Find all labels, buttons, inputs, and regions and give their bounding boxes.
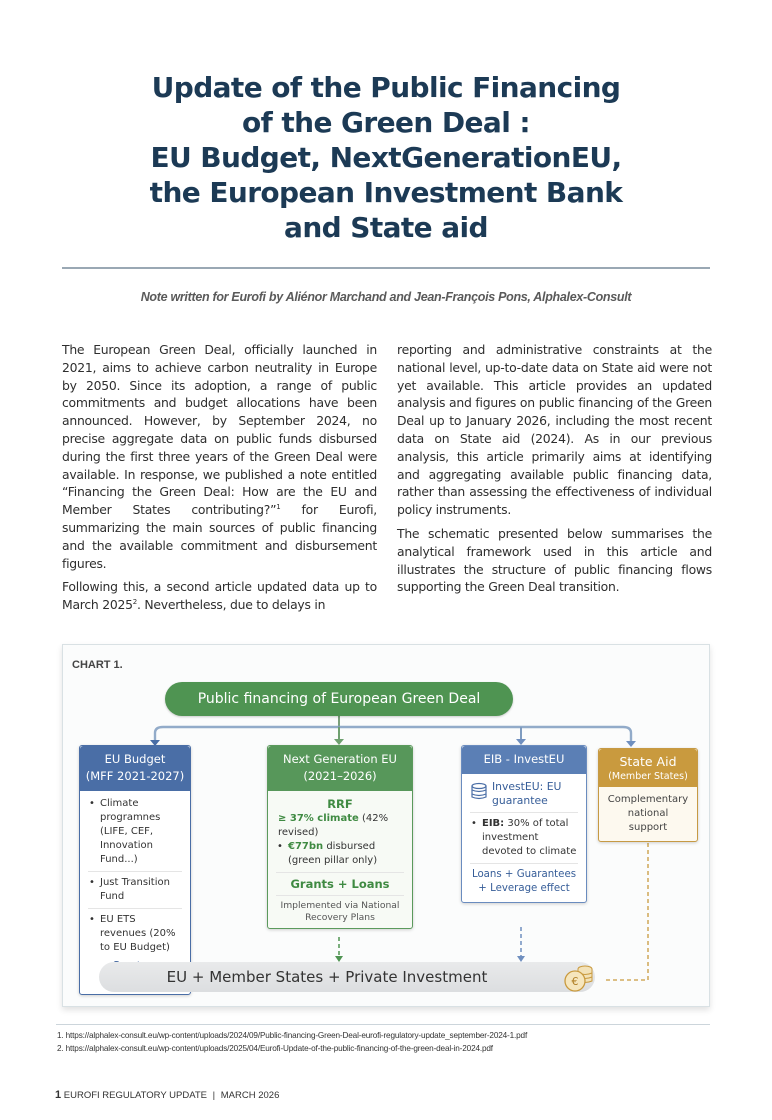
eib-instruments: Loans + Guarantees + Leverage effect xyxy=(471,869,577,894)
eib-header: EIB - InvestEU xyxy=(462,746,586,774)
paragraph: The European Green Deal, officially launched in 2021, aims to achieve carbon neutrality in Europe by 2050. Since its adoption, a range of public commitments and budget allocations have been announced. However, by September 2024, no precise aggregate data on public funds disbursed during the first three years of the Green Deal were available. In response, we published a note entitled “Financing the Green Deal: How are the EU and Member States contributing?”$^1$ for Eurofi, summarizing the main sources of public financing and the available commitment and disbursement figures. xyxy=(62,342,377,571)
page-footer: 1 EUROFI REGULATORY UPDATE | MARCH 2026 xyxy=(55,1089,280,1101)
title-line: of the Green Deal : xyxy=(242,106,530,139)
eib-box xyxy=(461,745,587,903)
title-line: Update of the Public Financing xyxy=(151,71,621,104)
footnote-ref-1[interactable]: 1 xyxy=(276,503,281,512)
climate-share: ≥ 37% climate (42% revised) xyxy=(278,813,389,838)
paragraph: reporting and administrative constraints at the national level, up-to-date data on State aid were not yet available. This article provides an updated analysis and figures on public financing of the Green Deal up to January 2026, including the most recent data on State aid (2024). As in our previous analysis, this article primarily aims at identifying and aggregating available public financing data, rather than assessing the effectiveness of individual policy instruments. xyxy=(397,342,712,518)
investeu-guarantee: InvestEU: EU guarantee xyxy=(470,780,578,808)
ngeu-header: Next Generation EU (2021–2026) xyxy=(268,746,412,791)
list-item: • EU ETS revenues (20% to EU Budget) xyxy=(88,913,182,955)
svg-text:€: € xyxy=(571,975,579,988)
ngeu-box xyxy=(267,745,413,929)
publication-date: MARCH 2026 xyxy=(220,1090,280,1101)
investment-bar: EU + Member States + Private Investment xyxy=(99,962,595,992)
coins-icon xyxy=(470,781,488,801)
footnote-1[interactable]: 1. https://alphalex-consult.eu/wp-content/uploads/2024/09/Public-financing-Green-Deal-eurofi-regulatory-update_september-2024-1.pdf xyxy=(57,1031,528,1040)
chart-1 xyxy=(62,644,710,1007)
state-aid-box xyxy=(598,748,698,842)
title-line: and State aid xyxy=(284,211,488,244)
footnote-2[interactable]: 2. https://alphalex-consult.eu/wp-content/uploads/2025/04/Eurofi-Update-of-the-public-financing-of-the-green-deal-in-2024.pdf xyxy=(57,1044,493,1053)
title-line: the European Investment Bank xyxy=(149,176,623,209)
paragraph: The schematic presented below summarises the analytical framework used in this article and illustrates the structure of public financing flows supporting the Green Deal transition. xyxy=(397,525,712,595)
list-item: • Just Transition Fund xyxy=(88,876,182,904)
title-divider xyxy=(62,267,710,269)
title-line: EU Budget, NextGenerationEU, xyxy=(150,141,622,174)
right-column xyxy=(397,341,712,602)
left-column xyxy=(62,341,377,620)
root-node: Public financing of European Green Deal xyxy=(165,682,513,716)
ngeu-implementation: Implemented via National Recovery Plans xyxy=(280,900,400,923)
rrf-label: RRF xyxy=(327,797,353,811)
page-number: 1 xyxy=(55,1089,62,1101)
ngeu-instruments: Grants + Loans xyxy=(290,877,390,891)
eu-budget-box xyxy=(79,745,191,995)
eib-climate-item: • EIB: 30% of total investment devoted to climate xyxy=(470,817,578,859)
state-aid-body: Complementary national support xyxy=(607,794,689,833)
article-title xyxy=(100,70,672,245)
euro-coins-icon xyxy=(563,963,599,993)
state-aid-header: State Aid (Member States) xyxy=(599,749,697,787)
footnotes xyxy=(57,1029,717,1055)
eu-budget-header: EU Budget (MFF 2021-2027) xyxy=(80,746,190,791)
paragraph: Following this, a second article updated data up to March 2025$^2$. Nevertheless, due to delays in xyxy=(62,579,377,613)
chart-label: CHART 1. xyxy=(72,659,123,671)
footnote-ref-2[interactable]: 2 xyxy=(132,598,137,607)
publication-name: EUROFI REGULATORY UPDATE xyxy=(63,1090,207,1101)
byline: Note written for Eurofi by Aliénor Marchand and Jean-François Pons, Alphalex-Consult xyxy=(140,290,632,304)
disbursed-item: • €77bn disbursed (green pillar only) xyxy=(276,840,404,868)
list-item: • Climate programnes (LIFE, CEF, Innovation Fund...) xyxy=(88,797,182,867)
footnote-divider xyxy=(56,1024,710,1025)
